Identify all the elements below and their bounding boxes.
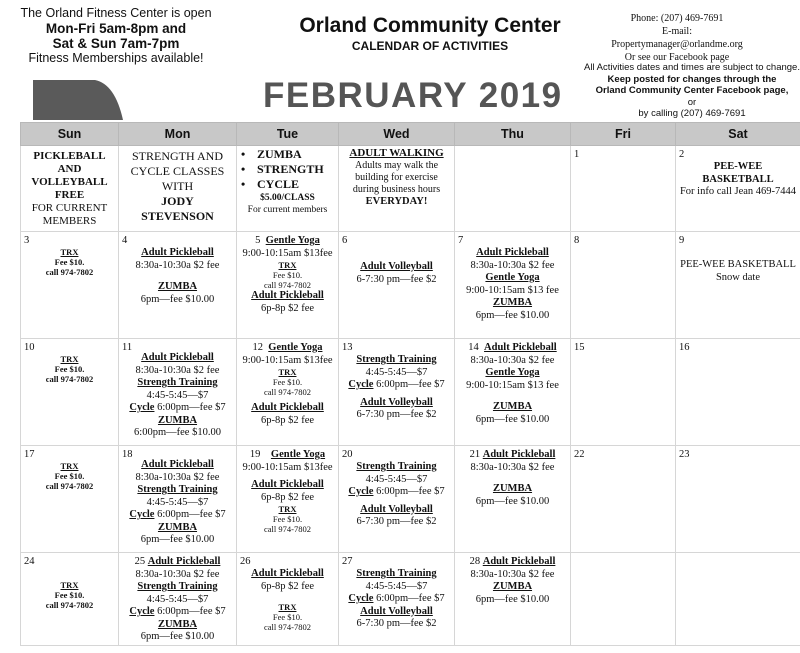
day-cell: 12 Gentle Yoga 9:00-10:15am $13fee TRX Fee $10. call 974-7802 Adult Pickleball 6p-8p $2 fee [237, 339, 339, 446]
email: E-mail: Propertymanager@orlandme.org [611, 26, 743, 50]
day-cell-info-mon: STRENGTH AND CYCLE CLASSES WITH JODY STEVENSON [119, 146, 237, 232]
notice-line: Orland Community Center Facebook page, [595, 85, 789, 96]
week-row [21, 446, 800, 553]
notice-line: by calling (207) 469-7691 [638, 108, 746, 119]
day-cell: 4 Adult Pickleball 8:30a-10:30a $2 fee ZUMBA 6pm—fee $10.00 [119, 232, 237, 339]
day-cell: 5 Gentle Yoga 9:00-10:15am $13fee TRX Fee $10. call 974-7802 Adult Pickleball 6p-8p $2 fee [237, 232, 339, 339]
day-cell: 13 Strength Training 4:45-5:45—$7 Cycle 6:00pm—fee $7 Adult Volleyball 6-7:30 pm—fee $2 [339, 339, 455, 446]
phone: Phone: (207) 469-7691 [630, 13, 724, 24]
day-cell [571, 446, 676, 553]
day-cell [676, 446, 800, 553]
day-number: 23 [679, 449, 690, 460]
day-number: 17 [24, 449, 35, 460]
day-number: 8 [574, 235, 580, 246]
day-number: 12 [252, 342, 264, 353]
title-block [250, 14, 610, 53]
day-cell: 21 Adult Pickleball 8:30a-10:30a $2 fee ZUMBA 6pm—fee $10.00 [455, 446, 571, 553]
day-cell: 28 Adult Pickleball 8:30a-10:30a $2 fee ZUMBA 6pm—fee $10.00 [455, 553, 571, 646]
day-cell: 6 Adult Volleyball 6-7:30 pm—fee $2 [339, 232, 455, 339]
day-cell: 25 Adult Pickleball 8:30a-10:30a $2 fee Strength Training 4:45-5:45—$7 Cycle 6:00pm—fee $7 ZUMBA 6pm—fee $10.00 [119, 553, 237, 646]
weekday-tue: Tue [237, 123, 339, 146]
week-row [21, 339, 800, 446]
day-number: 21 [469, 449, 481, 460]
day-number: 26 [240, 556, 251, 567]
day-cell [571, 146, 676, 232]
day-cell: 26 Adult Pickleball 6p-8p $2 fee TRX Fee $10. call 974-7802 [237, 553, 339, 646]
day-number: 3 [24, 235, 30, 246]
weekday-mon: Mon [119, 123, 237, 146]
hours-notice [0, 6, 232, 66]
day-cell: 19 Gentle Yoga 9:00-10:15am $13fee Adult Pickleball 6p-8p $2 fee TRX Fee $10. call 974-7802 [237, 446, 339, 553]
hours-line: Sat & Sun 7am-7pm [52, 36, 180, 51]
notice-line: Keep posted for changes through the [607, 73, 777, 85]
day-number: 28 [469, 556, 481, 567]
day-number: 1 [574, 149, 580, 160]
day-number: 5 [255, 235, 261, 246]
day-cell: 14 Adult Pickleball 8:30a-10:30a $2 fee Gentle Yoga 9:00-10:15am $13 fee ZUMBA 6pm—fee $10.00 [455, 339, 571, 446]
page-subtitle: CALENDAR OF ACTIVITIES [351, 39, 509, 53]
day-number: 27 [342, 556, 353, 567]
day-cell: 10 TRX Fee $10. call 974-7802 [21, 339, 119, 446]
hours-line: Mon-Fri 5am-8pm and [45, 21, 187, 36]
schedule-notice [584, 62, 800, 120]
day-cell: 24 TRX Fee $10. call 974-7802 [21, 553, 119, 646]
day-number: 9 [679, 235, 685, 246]
day-cell [571, 232, 676, 339]
day-cell: 2 PEE-WEE BASKETBALL For info call Jean 469-7444 [676, 146, 800, 232]
day-cell-empty [676, 553, 800, 646]
day-number: 13 [342, 342, 353, 353]
weekday-sun: Sun [21, 123, 119, 146]
weekday-wed: Wed [339, 123, 455, 146]
day-cell: 17 TRX Fee $10. call 974-7802 [21, 446, 119, 553]
day-number: 11 [122, 342, 133, 353]
month-title: FEBRUARY 2019 [263, 76, 563, 115]
notice-line: or [687, 96, 697, 108]
day-cell-info-wed: ADULT WALKING Adults may walk the building for exercise during business hours EVERYDAY! [339, 146, 455, 232]
day-cell: 20 Strength Training 4:45-5:45—$7 Cycle 6:00pm—fee $7 Adult Volleyball 6-7:30 pm—fee $2 [339, 446, 455, 553]
weekday-sat: Sat [676, 123, 800, 146]
day-number: 24 [24, 556, 35, 567]
weekday-thu: Thu [455, 123, 571, 146]
day-cell [571, 339, 676, 446]
day-number: 16 [679, 342, 690, 353]
hours-line: The Orland Fitness Center is open [20, 6, 212, 20]
day-number: 15 [574, 342, 585, 353]
day-cell [676, 339, 800, 446]
day-number: 2 [679, 149, 685, 160]
week-row [21, 232, 800, 339]
weekday-header-row [21, 123, 800, 146]
contact-block [600, 12, 800, 64]
day-number: 25 [134, 556, 146, 567]
day-cell-empty [571, 553, 676, 646]
day-cell-empty [455, 146, 571, 232]
day-number: 22 [574, 449, 585, 460]
weekday-fri: Fri [571, 123, 676, 146]
day-cell: 3 TRX Fee $10. call 974-7802 [21, 232, 119, 339]
week-row [21, 553, 800, 646]
page-title: Orland Community Center [299, 14, 561, 37]
membership-line: Fitness Memberships available! [28, 51, 204, 65]
week-row [21, 146, 800, 232]
day-number: 6 [342, 235, 348, 246]
day-number: 20 [342, 449, 353, 460]
day-number: 7 [458, 235, 464, 246]
notice-line: All Activities dates and times are subject to change. [584, 62, 800, 73]
day-cell-info-tue: • ZUMBA • STRENGTH • CYCLE $5.00/CLASS For current members [237, 146, 339, 232]
day-cell: 11 Adult Pickleball 8:30a-10:30a $2 fee Strength Training 4:45-5:45—$7 Cycle 6:00pm—fee $7 ZUMBA 6:00pm—fee $10.00 [119, 339, 237, 446]
day-number: 10 [24, 342, 35, 353]
facebook-line: Or see our Facebook page [624, 52, 730, 63]
day-number: 18 [122, 449, 133, 460]
day-cell: 18 Adult Pickleball 8:30a-10:30a $2 fee Strength Training 4:45-5:45—$7 Cycle 6:00pm—fee $7 ZUMBA 6pm—fee $10.00 [119, 446, 237, 553]
day-number: 14 [468, 342, 479, 353]
day-cell: 9 PEE-WEE BASKETBALL Snow date [676, 232, 800, 339]
day-cell: 27 Strength Training 4:45-5:45—$7 Cycle 6:00pm—fee $7 Adult Volleyball 6-7:30 pm—fee $2 [339, 553, 455, 646]
day-cell: 7 Adult Pickleball 8:30a-10:30a $2 fee Gentle Yoga 9:00-10:15am $13 fee ZUMBA 6pm—fee $10.00 [455, 232, 571, 339]
day-number: 4 [122, 235, 128, 246]
decorative-shape [33, 80, 123, 120]
day-number: 19 [249, 449, 261, 460]
day-cell-info-sun: PICKLEBALL AND VOLLEYBALL FREE FOR CURRENT MEMBERS [21, 146, 119, 232]
calendar-grid [20, 122, 800, 646]
